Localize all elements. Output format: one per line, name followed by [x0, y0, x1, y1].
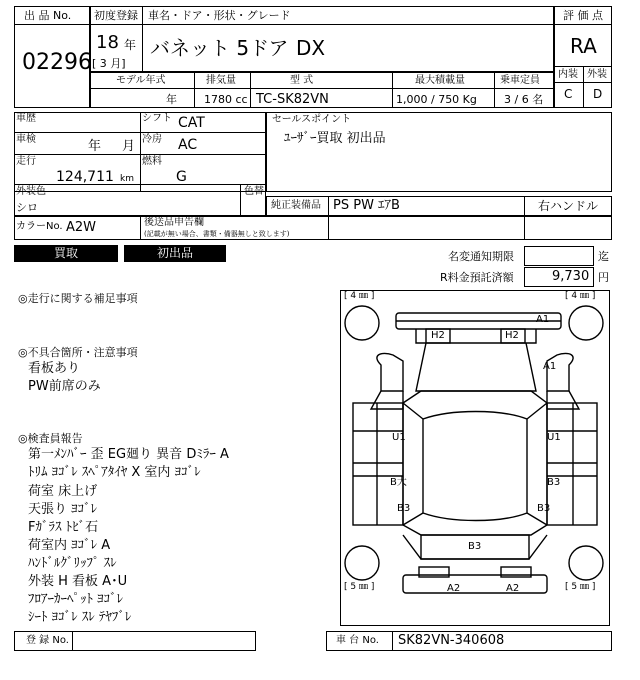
exterior-color: シロ	[16, 201, 38, 214]
color-box	[14, 184, 266, 216]
mileage-label: 走行	[16, 156, 36, 167]
recycle-fee-label: R料金預託済額	[440, 271, 514, 284]
damage-mark-left-side: U1	[392, 432, 406, 443]
capacity-label: 乗車定員	[500, 75, 540, 86]
mileage-unit: km	[120, 174, 134, 184]
shaken-year: 年	[88, 139, 102, 154]
lot-number: 02296	[22, 50, 92, 75]
damage-mark-front-bumper: A1	[536, 314, 550, 325]
shift-label: シフト	[142, 113, 172, 124]
recycle-fee: 9,730	[552, 269, 590, 284]
chassis-number: SK82VN-340608	[398, 633, 505, 648]
inspector-title: ◎検査員報告	[18, 432, 83, 445]
genuine-equipment: PS PW ｴｱB	[333, 198, 400, 213]
air-conditioner: AC	[178, 137, 198, 153]
color-number-label: カラーNo.	[16, 221, 63, 232]
shaken-label: 車検	[16, 134, 36, 145]
post-install-note: (記載が無い場合、書類・備器無しと致します)	[144, 230, 290, 238]
damage-diagram	[340, 290, 610, 626]
shift: CAT	[178, 115, 205, 131]
inspector-line: Fｶﾞﾗｽ ﾄﾋﾞ石	[28, 520, 99, 535]
damage-mark-tailgate: B3	[468, 541, 482, 552]
fuel-label: 燃料	[142, 156, 162, 167]
registration-month: [ 3 月]	[92, 57, 126, 70]
exterior-color-label: 外装色	[16, 186, 46, 197]
color-number-box	[14, 216, 612, 240]
inspector-line: 荷室 床上げ	[28, 484, 98, 499]
inspector-line: 第一ﾒﾝﾊﾞｰ 歪 EG廻り 異音 Dﾐﾗｰ A	[28, 447, 229, 462]
fuel: G	[176, 169, 187, 185]
supplement-title: ◎走行に関する補足事項	[18, 292, 138, 305]
sales-point: ﾕｰｻﾞｰ買取 初出品	[284, 131, 386, 146]
exterior-grade: D	[593, 87, 603, 101]
model-year-label: モデル年式	[116, 75, 166, 86]
genuine-equipment-label: 純正装備品	[271, 200, 321, 211]
car-name-label: 車名・ドア・形状・グレード	[148, 9, 291, 22]
damage-mark-grille-right: H2	[505, 330, 519, 341]
tire-depth-front-left: [ 4 ㎜ ]	[344, 291, 375, 301]
damage-mark-right-rear: B3	[547, 477, 561, 488]
van-outline	[341, 291, 609, 625]
defect-line: 看板あり	[28, 361, 81, 376]
interior-label: 内装	[558, 69, 578, 80]
kaitori-badge: 買取	[14, 245, 118, 262]
recycle-fee-unit: 円	[598, 271, 609, 284]
max-load-label: 最大積載量	[415, 75, 465, 86]
color-change-label: 色替	[244, 186, 264, 197]
inspector-line: ｼｰﾄ ﾖｺﾞﾚ ｽﾚ ﾃﾔﾌﾞﾚ	[28, 610, 132, 625]
inspector-line: ﾄﾘﾑ ﾖｺﾞﾚ ｽﾍﾟｱﾀｲﾔ X 室内 ﾖｺﾞﾚ	[28, 465, 201, 480]
ac-label: 冷房	[142, 134, 162, 145]
chassis-number-label: 車 台 No.	[336, 635, 379, 646]
damage-mark-grille-left: H2	[431, 330, 445, 341]
sales-point-label: セールスポイント	[272, 114, 352, 125]
damage-mark-left-rear-large: B大	[390, 477, 407, 488]
defect-title: ◎不具合箇所・注意事項	[18, 346, 138, 359]
model-type: TC-SK82VN	[256, 92, 329, 107]
registration-year-unit: 年	[124, 38, 137, 52]
damage-mark-left-rear-panel: B3	[397, 503, 411, 514]
type-label: 型 式	[290, 75, 314, 86]
exterior-label: 外装	[587, 69, 607, 80]
tire-depth-rear-left: [ 5 ㎜ ]	[344, 582, 375, 592]
interior-grade: C	[564, 87, 573, 101]
history-label: 車歴	[16, 113, 36, 124]
defect-line: PW前席のみ	[28, 379, 101, 394]
damage-mark-rear-bumper-right: A2	[506, 583, 520, 594]
name-change-suffix: 迄	[598, 250, 609, 263]
inspector-line: 外装 H 看板 A･U	[28, 574, 128, 589]
inspector-line: 天張り ﾖｺﾞﾚ	[28, 502, 98, 517]
registration-year: 18	[96, 32, 119, 53]
damage-mark-right-side: U1	[547, 432, 561, 443]
damage-mark-rear-bumper-left: A2	[447, 583, 461, 594]
max-load: 1,000 / 750 Kg	[396, 93, 477, 106]
name-change-deadline-label: 名変通知期限	[448, 250, 514, 263]
tire-depth-front-right: [ 4 ㎜ ]	[565, 291, 596, 301]
displacement: 1780 cc	[204, 93, 248, 106]
first-registration-label: 初度登録	[94, 9, 138, 22]
damage-mark-right-fender: A1	[543, 361, 557, 372]
inspector-line: ﾊﾝﾄﾞﾙｸﾞﾘｯﾌﾟ ｽﾚ	[28, 556, 117, 571]
capacity: 3 / 6 名	[504, 93, 544, 106]
rating-value: RA	[570, 34, 597, 58]
car-name: バネット 5ドア	[150, 36, 289, 60]
car-grade: DX	[296, 36, 326, 60]
registration-number-label: 登 録 No.	[26, 635, 69, 646]
post-install-label: 後送品申告欄	[144, 217, 204, 228]
lot-number-label: 出 品 No.	[24, 9, 72, 22]
tire-depth-rear-right: [ 5 ㎜ ]	[565, 582, 596, 592]
color-number: A2W	[66, 220, 97, 235]
inspector-line: ﾌﾛｱｰｶｰﾍﾟｯﾄ ﾖｺﾞﾚ	[28, 592, 124, 607]
shaken-month: 月	[122, 139, 136, 154]
model-year-unit: 年	[166, 93, 177, 106]
inspector-line: 荷室内 ﾖｺﾞﾚ A	[28, 538, 111, 553]
displacement-label: 排気量	[206, 75, 236, 86]
steering-side: 右ハンドル	[538, 199, 599, 213]
name-change-deadline-box	[524, 246, 594, 266]
first-listing-badge: 初出品	[124, 245, 226, 262]
rating-label: 評 価 点	[563, 9, 603, 22]
mileage: 124,711	[56, 169, 114, 185]
damage-mark-right-rear-panel: B3	[537, 503, 551, 514]
